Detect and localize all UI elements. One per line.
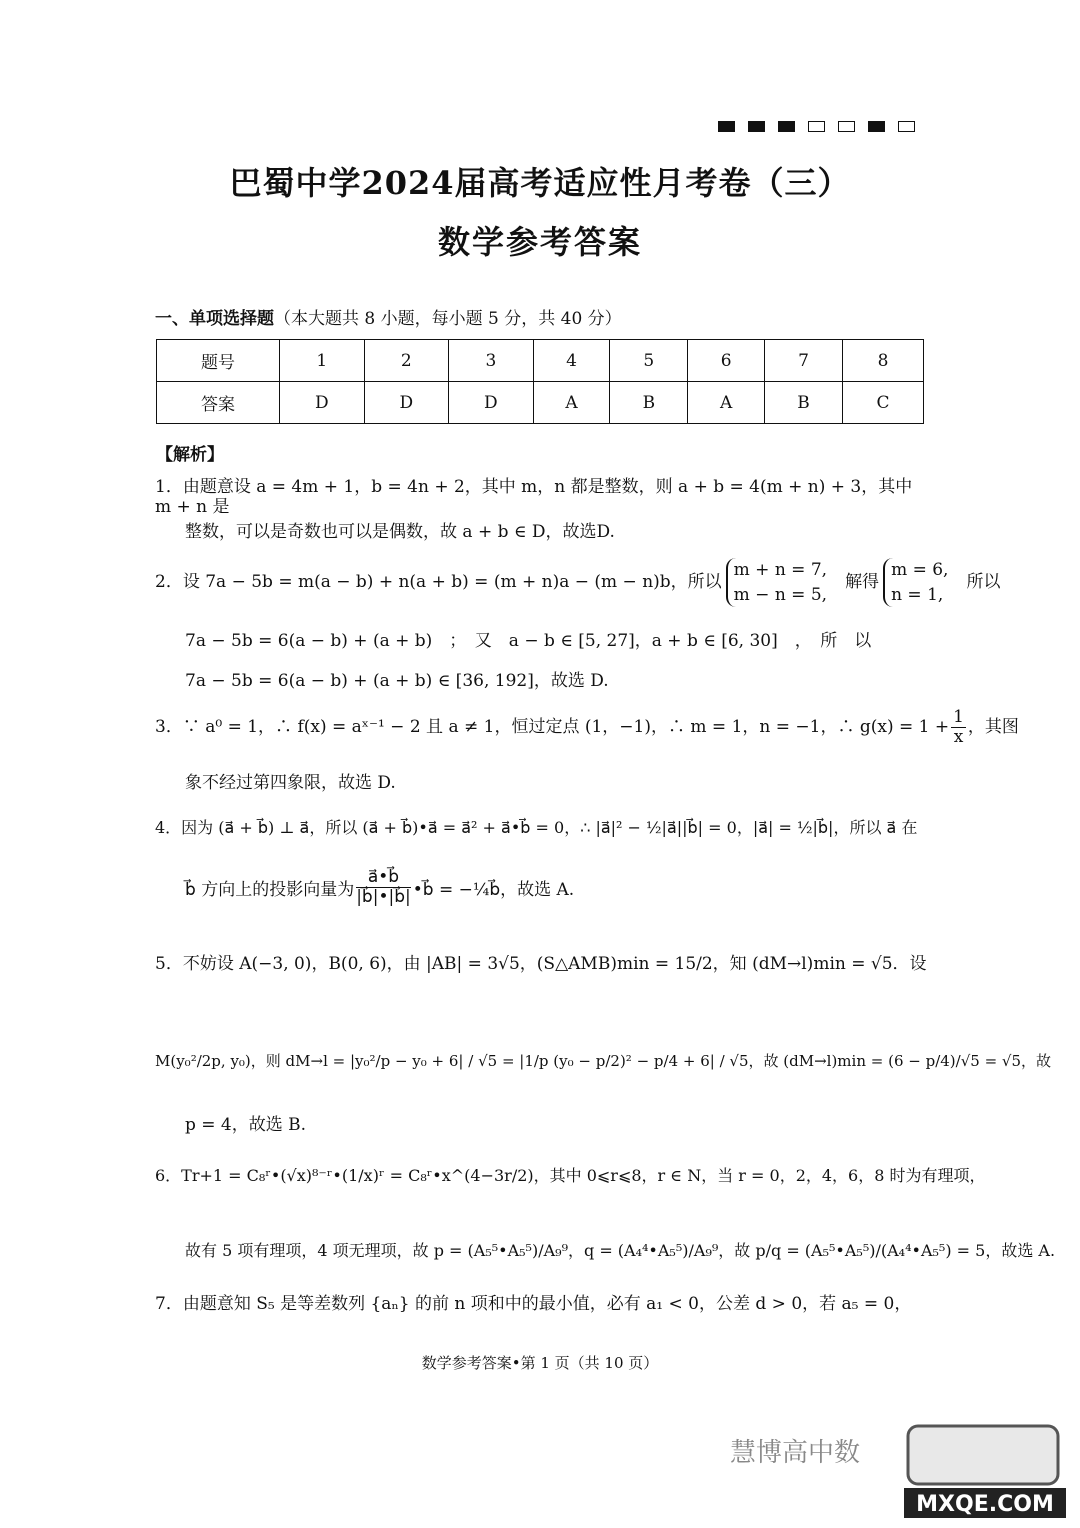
item-6-line-2: 故有 5 项有理项，4 项无理项，故 p = (A₅⁵•A₅⁵)/A₉⁹，q = (A₄⁴•A₅⁵)/A₉⁹，故 p/q = (A₅⁵•A₅⁵)/(A₄⁴•A₅⁵) = 5，故选 A. bbox=[185, 1241, 1056, 1260]
equation-line: m + n = 7, bbox=[733, 560, 828, 580]
fraction-numerator: 1 bbox=[953, 707, 964, 727]
section-label: 一、单项选择题 bbox=[155, 309, 274, 329]
fraction-numerator: a⃗•b⃗ bbox=[356, 868, 411, 888]
equation-line: m = 6, bbox=[891, 560, 949, 580]
item-2-line-2: 7a − 5b = 6(a − b) + (a + b) ； 又 a − b ∈ [5, 27]，a + b ∈ [6, 30] ， 所 以 bbox=[185, 631, 872, 651]
table-row bbox=[157, 340, 924, 382]
item-4-text: •b⃗ = −¼b⃗，故选 A. bbox=[412, 879, 575, 900]
fraction-denominator: x bbox=[953, 726, 964, 747]
header-mark bbox=[838, 121, 855, 132]
item-5-line-2: M(y₀²/2p, y₀)，则 dM→l = |y₀²/p − y₀ + 6| / √5 = |1/p (y₀ − p/2)² − p/4 + 6| / √5，故 (dM→l)min = (6 − p/4)/√5 = √5，故 bbox=[155, 1052, 1052, 1070]
equation-line: n = 1, bbox=[891, 584, 944, 605]
table-cell: 7 bbox=[765, 340, 843, 382]
fraction bbox=[356, 868, 411, 906]
table-cell: B bbox=[765, 382, 843, 424]
item-2-text: 所以 bbox=[966, 572, 1001, 593]
item-7-line-1: 7．由题意知 S₅ 是等差数列 {aₙ} 的前 n 项和中的最小值，必有 a₁ < 0，公差 d > 0，若 a₅ = 0， bbox=[155, 1294, 912, 1314]
table-cell: 2 bbox=[364, 340, 449, 382]
table-cell: A bbox=[688, 382, 765, 424]
table-cell: B bbox=[610, 382, 688, 424]
table-header-cell: 答案 bbox=[157, 382, 280, 424]
section-note: （本大题共 8 小题，每小题 5 分，共 40 分） bbox=[274, 309, 622, 329]
item-6-line-1: 6．Tr+1 = C₈ʳ•(√x)⁸⁻ʳ•(1/x)ʳ = C₈ʳ•x^(4−3r/2)，其中 0⩽r⩽8，r ∈ N，当 r = 0，2，4，6，8 时为有理项， bbox=[155, 1166, 986, 1185]
section-heading bbox=[155, 304, 622, 329]
header-mark bbox=[898, 121, 915, 132]
item-4-line-1: 4．因为 (a⃗ + b⃗) ⊥ a⃗，所以 (a⃗ + b⃗)•a⃗ = a⃗² + a⃗•b⃗ = 0，∴ |a⃗|² − ½|a⃗||b⃗| = 0，|a⃗| = ½|b⃗|，所以 a⃗ 在 bbox=[155, 818, 918, 837]
header-mark bbox=[868, 121, 885, 132]
item-2-text: 2．设 7a − 5b = m(a − b) + n(a + b) = (m + n)a − (m − n)b，所以 bbox=[155, 572, 722, 593]
header-mark bbox=[808, 121, 825, 132]
item-3-text: ，其图 bbox=[967, 716, 1019, 737]
item-5-line-3: p = 4，故选 B. bbox=[185, 1115, 307, 1135]
table-cell: A bbox=[533, 382, 610, 424]
fraction bbox=[951, 708, 966, 746]
equation-system-1 bbox=[726, 558, 827, 607]
item-2-text: 解得 bbox=[845, 572, 880, 593]
item-3-line-2: 象不经过第四象限，故选 D. bbox=[185, 773, 396, 793]
item-2-line-3: 7a − 5b = 6(a − b) + (a + b) ∈ [36, 192]，故选 D. bbox=[185, 671, 609, 691]
item-2-line-1 bbox=[155, 558, 1001, 607]
item-5-line-1: 5．不妨设 A(−3, 0)，B(0, 6)，由 |AB| = 3√5，(S△AMB)min = 15/2，知 (dM→l)min = √5．设 bbox=[155, 954, 927, 974]
analysis-label: 【解析】 bbox=[156, 445, 224, 465]
header-mark bbox=[718, 121, 735, 132]
page-title: 巴蜀中学2024届高考适应性月考卷（三） bbox=[229, 164, 851, 202]
watermark-text: 慧博高中数 bbox=[730, 1438, 861, 1468]
item-3-text: 3．∵ a⁰ = 1，∴ f(x) = aˣ⁻¹ − 2 且 a ≠ 1，恒过定点 (1，−1)，∴ m = 1，n = −1，∴ g(x) = 1 + bbox=[155, 716, 950, 737]
equation-system-2 bbox=[883, 558, 948, 607]
page-footer: 数学参考答案•第 1 页（共 10 页） bbox=[421, 1354, 659, 1372]
svg-text:MXQE.COM: MXQE.COM bbox=[916, 1492, 1054, 1517]
item-1-line-1: 1．由题意设 a = 4m + 1，b = 4n + 2，其中 m，n 都是整数，则 a + b = 4(m + n) + 3，其中 m + n 是 bbox=[155, 477, 913, 518]
table-cell: D bbox=[364, 382, 449, 424]
table-cell: 4 bbox=[533, 340, 610, 382]
table-cell: 3 bbox=[449, 340, 534, 382]
item-4-text: b⃗ 方向上的投影向量为 bbox=[185, 879, 355, 900]
table-header-cell: 题号 bbox=[157, 340, 280, 382]
answer-table bbox=[156, 339, 924, 424]
fraction-denominator: |b⃗|•|b⃗| bbox=[356, 886, 411, 907]
table-row bbox=[157, 382, 924, 424]
table-cell: C bbox=[842, 382, 923, 424]
table-cell: D bbox=[449, 382, 534, 424]
header-mark bbox=[778, 121, 795, 132]
table-cell: 1 bbox=[280, 340, 365, 382]
table-cell: 8 bbox=[842, 340, 923, 382]
item-1-line-2: 整数，可以是奇数也可以是偶数，故 a + b ∈ D，故选D. bbox=[185, 522, 615, 542]
table-cell: 5 bbox=[610, 340, 688, 382]
item-3-line-1 bbox=[155, 707, 1019, 747]
header-marks bbox=[718, 121, 915, 132]
watermark-logo bbox=[900, 1412, 1070, 1522]
equation-line: m − n = 5, bbox=[733, 584, 828, 605]
page-subtitle: 数学参考答案 bbox=[437, 223, 642, 261]
table-cell: D bbox=[280, 382, 365, 424]
item-4-line-2 bbox=[185, 868, 925, 906]
header-mark bbox=[748, 121, 765, 132]
table-cell: 6 bbox=[688, 340, 765, 382]
